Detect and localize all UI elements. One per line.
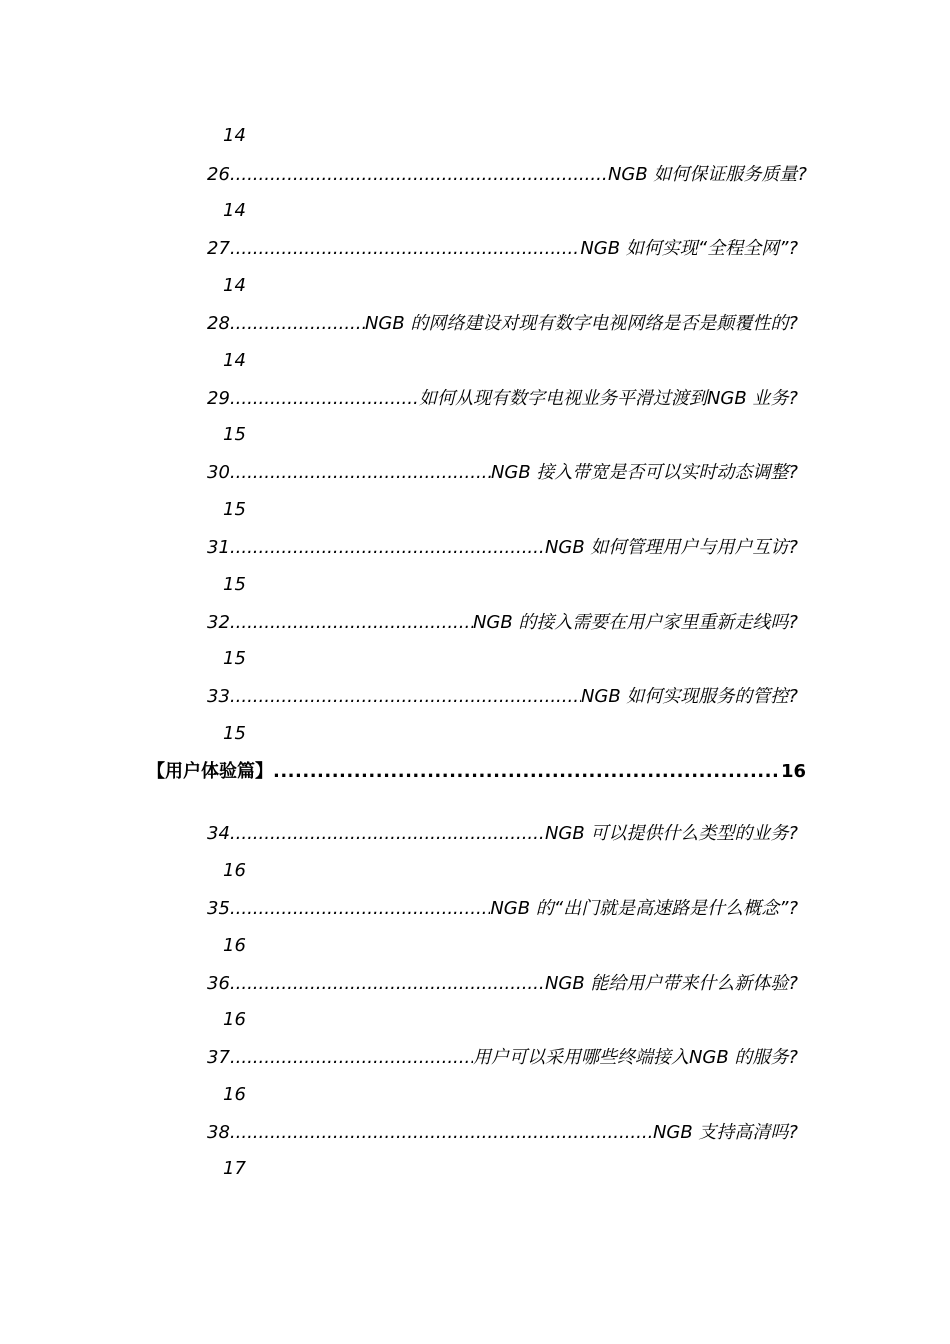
toc-page-number: 15 bbox=[223, 648, 246, 669]
toc-entry-title: NGB 可以提供什么类型的业务? bbox=[544, 823, 798, 844]
toc-entry-title: 如何从现有数字电视业务平滑过渡到NGB 业务? bbox=[418, 388, 798, 409]
toc-entry-title: NGB 的接入需要在用户家里重新走线吗? bbox=[472, 612, 798, 633]
toc-entry-number: 32 bbox=[207, 612, 230, 633]
toc-entry[interactable] bbox=[207, 313, 798, 335]
toc-entry[interactable] bbox=[207, 462, 798, 484]
toc-entry-title: NGB 支持高清吗? bbox=[652, 1122, 798, 1143]
toc-entry-number: 30 bbox=[207, 462, 230, 483]
toc-page-number: 15 bbox=[223, 723, 246, 744]
toc-entry-title: NGB 如何保证服务质量? bbox=[607, 164, 807, 185]
dot-leader bbox=[230, 462, 491, 484]
toc-entry-number: 29 bbox=[207, 388, 230, 409]
dot-leader bbox=[230, 612, 473, 634]
toc-entry-number: 26 bbox=[207, 164, 230, 185]
toc-entry-number: 37 bbox=[207, 1047, 230, 1068]
dot-leader bbox=[230, 164, 608, 186]
toc-entry-number: 35 bbox=[207, 898, 230, 919]
toc-page-number: 16 bbox=[223, 1009, 246, 1030]
toc-entry[interactable] bbox=[207, 388, 798, 410]
toc-entry-title: NGB 的网络建设对现有数字电视网络是否是颠覆性的? bbox=[364, 313, 798, 334]
toc-entry-number: 36 bbox=[207, 973, 230, 994]
dot-leader bbox=[230, 313, 365, 335]
toc-entry[interactable] bbox=[207, 823, 798, 845]
dot-leader bbox=[230, 238, 580, 260]
dot-leader bbox=[230, 388, 419, 410]
toc-entry-number: 34 bbox=[207, 823, 230, 844]
toc-page-number: 16 bbox=[223, 860, 246, 881]
dot-leader bbox=[230, 973, 545, 995]
toc-page-number: 14 bbox=[223, 200, 246, 221]
toc-entry-title: NGB 如何实现服务的管控? bbox=[580, 686, 798, 707]
toc-entry[interactable] bbox=[207, 537, 798, 559]
toc-entry-title: 用户可以采用哪些终端接入NGB 的服务? bbox=[472, 1047, 798, 1068]
dot-leader bbox=[230, 1047, 473, 1069]
toc-entry[interactable] bbox=[207, 973, 798, 995]
toc-entry-title: NGB 接入带宽是否可以实时动态调整? bbox=[490, 462, 798, 483]
toc-page-number: 14 bbox=[223, 350, 246, 371]
toc-entry-title: NGB 如何管理用户与用户互访? bbox=[544, 537, 798, 558]
dot-leader bbox=[273, 761, 781, 783]
toc-entry[interactable] bbox=[207, 238, 798, 260]
toc-entry[interactable] bbox=[207, 686, 798, 708]
toc-entry-number: 31 bbox=[207, 537, 230, 558]
toc-page-number: 16 bbox=[223, 1084, 246, 1105]
toc-section-heading[interactable] bbox=[147, 761, 806, 783]
toc-section-title: 【用户体验篇】 bbox=[147, 761, 273, 782]
toc-page-number: 15 bbox=[223, 424, 246, 445]
toc-entry-number: 38 bbox=[207, 1122, 230, 1143]
toc-entry[interactable] bbox=[207, 1122, 798, 1144]
toc-page-number: 16 bbox=[223, 935, 246, 956]
toc-entry[interactable] bbox=[207, 1047, 798, 1069]
toc-page-number: 15 bbox=[223, 499, 246, 520]
dot-leader bbox=[230, 898, 490, 920]
toc-entry-title: NGB 能给用户带来什么新体验? bbox=[544, 973, 798, 994]
toc-entry[interactable] bbox=[207, 612, 798, 634]
toc-page-number: 14 bbox=[223, 275, 246, 296]
toc-entry-title: NGB 的“出门就是高速路是什么概念”? bbox=[490, 898, 798, 919]
toc-section-page: 16 bbox=[780, 761, 806, 782]
toc-page-number: 17 bbox=[223, 1158, 246, 1179]
toc-entry-title: NGB 如何实现“全程全网”? bbox=[580, 238, 798, 259]
toc-page-number: 14 bbox=[223, 125, 246, 146]
dot-leader bbox=[230, 686, 581, 708]
toc-entry[interactable] bbox=[207, 164, 807, 186]
toc-entry-number: 28 bbox=[207, 313, 230, 334]
dot-leader bbox=[230, 1122, 653, 1144]
toc-entry-number: 33 bbox=[207, 686, 230, 707]
toc-page-number: 15 bbox=[223, 574, 246, 595]
dot-leader bbox=[230, 823, 545, 845]
toc-entry[interactable] bbox=[207, 898, 798, 920]
toc-entry-number: 27 bbox=[207, 238, 230, 259]
dot-leader bbox=[230, 537, 545, 559]
